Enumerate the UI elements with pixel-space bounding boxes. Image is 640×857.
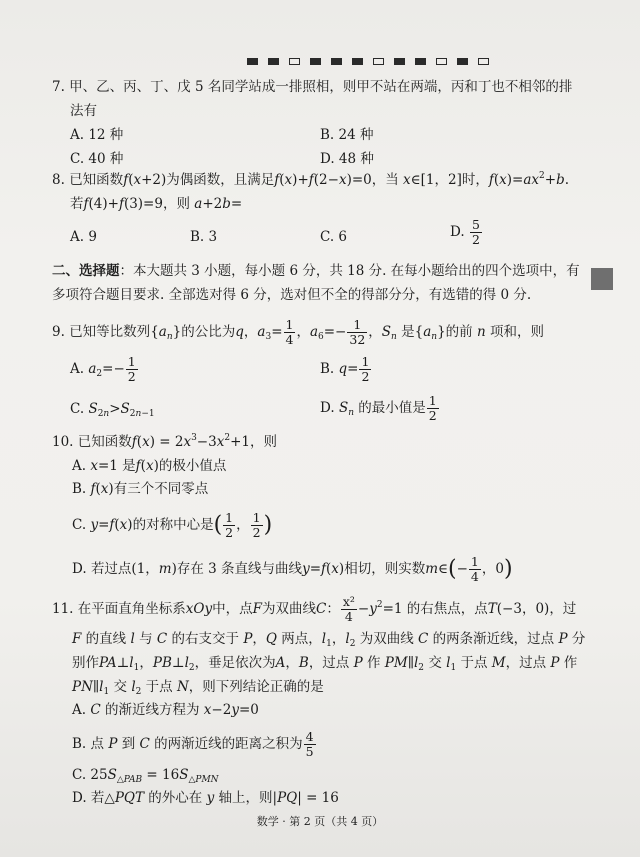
q8-option-c: C. 6 xyxy=(320,229,348,245)
q10-option-c: C. y=f(x)的对称中心是( $\frac{1}{2}$ ， $\frac{1}{2}$ ) xyxy=(72,510,273,540)
q7-stem-line1: 7. 甲、乙、丙、丁、戊 5 名同学站成一排照相，则甲不站在两端，丙和丁也不相邻的排 xyxy=(52,79,573,95)
q11-option-b: B. 点 P 到 C 的两渐近线的距离之积为 $\frac{4}{5}$ xyxy=(72,729,314,759)
q9-option-b: B. q= $\frac{1}{2}$ xyxy=(320,354,370,384)
q10-option-d: D. 若过点(1，m)存在 3 条直线与曲线y=f(x)相切，则实数m∈(− $\frac{1}{4}$ ，0) xyxy=(72,554,513,584)
q8-stem-line2: 若f(4)+f(3)=9，则 a+2b= xyxy=(70,196,243,212)
q8-option-d: D. $\frac{5}{2}$ xyxy=(450,217,480,247)
q10-option-a: A. x=1 是f(x)的极小值点 xyxy=(72,458,227,474)
q8-stem-line1: 8. 已知函数f(x+2)为偶函数，且满足f(x)+f(2−x)=0，当 x∈[1，2]时，$f(x)=ax^2+b$. xyxy=(52,171,570,188)
q8-option-a: A. 9 xyxy=(70,229,97,245)
header-mark-filled xyxy=(415,58,426,65)
header-mark-filled xyxy=(310,58,321,65)
header-mark-filled xyxy=(247,58,258,65)
section2-line2: 多项符合题目要求. 全部选对得 6 分，选对但不全的得部分分，有选错的得 0 分. xyxy=(52,287,532,303)
header-mark-empty xyxy=(373,58,384,65)
q9-option-a: A. $a_2=-$ $\frac{1}{2}$ xyxy=(70,354,136,384)
header-mark-empty xyxy=(436,58,447,65)
q7-stem-line2: 法有 xyxy=(70,103,97,119)
header-marks xyxy=(247,58,489,65)
section2-line1: 二、选择题：本大题共 3 小题，每小题 6 分，共 18 分. 在每小题给出的四个选项中，有 xyxy=(52,263,580,279)
q9-option-d: D. $S_n$ 的最小值是 $\frac{1}{2}$ xyxy=(320,393,437,423)
header-mark-filled xyxy=(352,58,363,65)
q7-option-c: C. 40 种 xyxy=(70,151,124,167)
header-mark-filled xyxy=(331,58,342,65)
q9-option-c: C. $S_{2n}>S_{2n-1}$ xyxy=(70,401,155,419)
q11-line4: $PN\parallel l_1$ 交 $l_2$ 于点 N，则下列结论正确的是 xyxy=(72,679,324,697)
q11-option-d: D. 若△PQT 的外心在 y 轴上，则|PQ| = 16 xyxy=(72,790,339,806)
q9-stem: 9. 已知等比数列$\{a_n\}$的公比为q，$a_3=$ $\frac{1}{4}$ ，$a_6=-$ $\frac{1}{32}$ ，$S_n$ 是$\{a_n\}$的前 n 项和，则 xyxy=(52,317,544,347)
q11-option-a: A. C 的渐近线方程为 x−2y=0 xyxy=(72,702,259,718)
q7-option-a: A. 12 种 xyxy=(70,127,124,143)
q7-option-d: D. 48 种 xyxy=(320,151,374,167)
q11-line3: 别作$PA\perp l_1$，$PB\perp l_2$，垂足依次为A，B，过点 P 作 $PM\parallel l_2$ 交 $l_1$ 于点 M，过点 P 作 xyxy=(72,655,578,673)
q11-line1: 11. 在平面直角坐标系xOy中，点F为双曲线C： $\frac{\text{x²}}{4}$ $-y^2=1$ 的右焦点，点T(−3，0)，过 xyxy=(52,594,577,624)
q7-option-b: B. 24 种 xyxy=(320,127,374,143)
page-footer: 数学 · 第 2 页（共 4 页） xyxy=(256,815,384,828)
header-mark-empty xyxy=(289,58,300,65)
section2-title: 二、选择题 xyxy=(52,263,120,279)
side-tab-marker xyxy=(591,268,613,290)
q10-option-b: B. f(x)有三个不同零点 xyxy=(72,481,209,497)
q8-option-b: B. 3 xyxy=(190,229,218,245)
header-mark-empty xyxy=(478,58,489,65)
header-mark-filled xyxy=(457,58,468,65)
q10-stem: 10. 已知函数$f(x) = 2x^3-3x^2+1$，则 xyxy=(52,433,277,450)
header-mark-filled xyxy=(268,58,279,65)
q11-option-c: C. $25S_{\triangle PAB} = 16S_{\triangle PMN}$ xyxy=(72,767,219,785)
q11-line2: F 的直线 l 与 C 的右支交于 P，Q 两点，$l_1$，$l_2$ 为双曲线 C 的两条渐近线，过点 P 分 xyxy=(72,631,586,649)
header-mark-filled xyxy=(394,58,405,65)
